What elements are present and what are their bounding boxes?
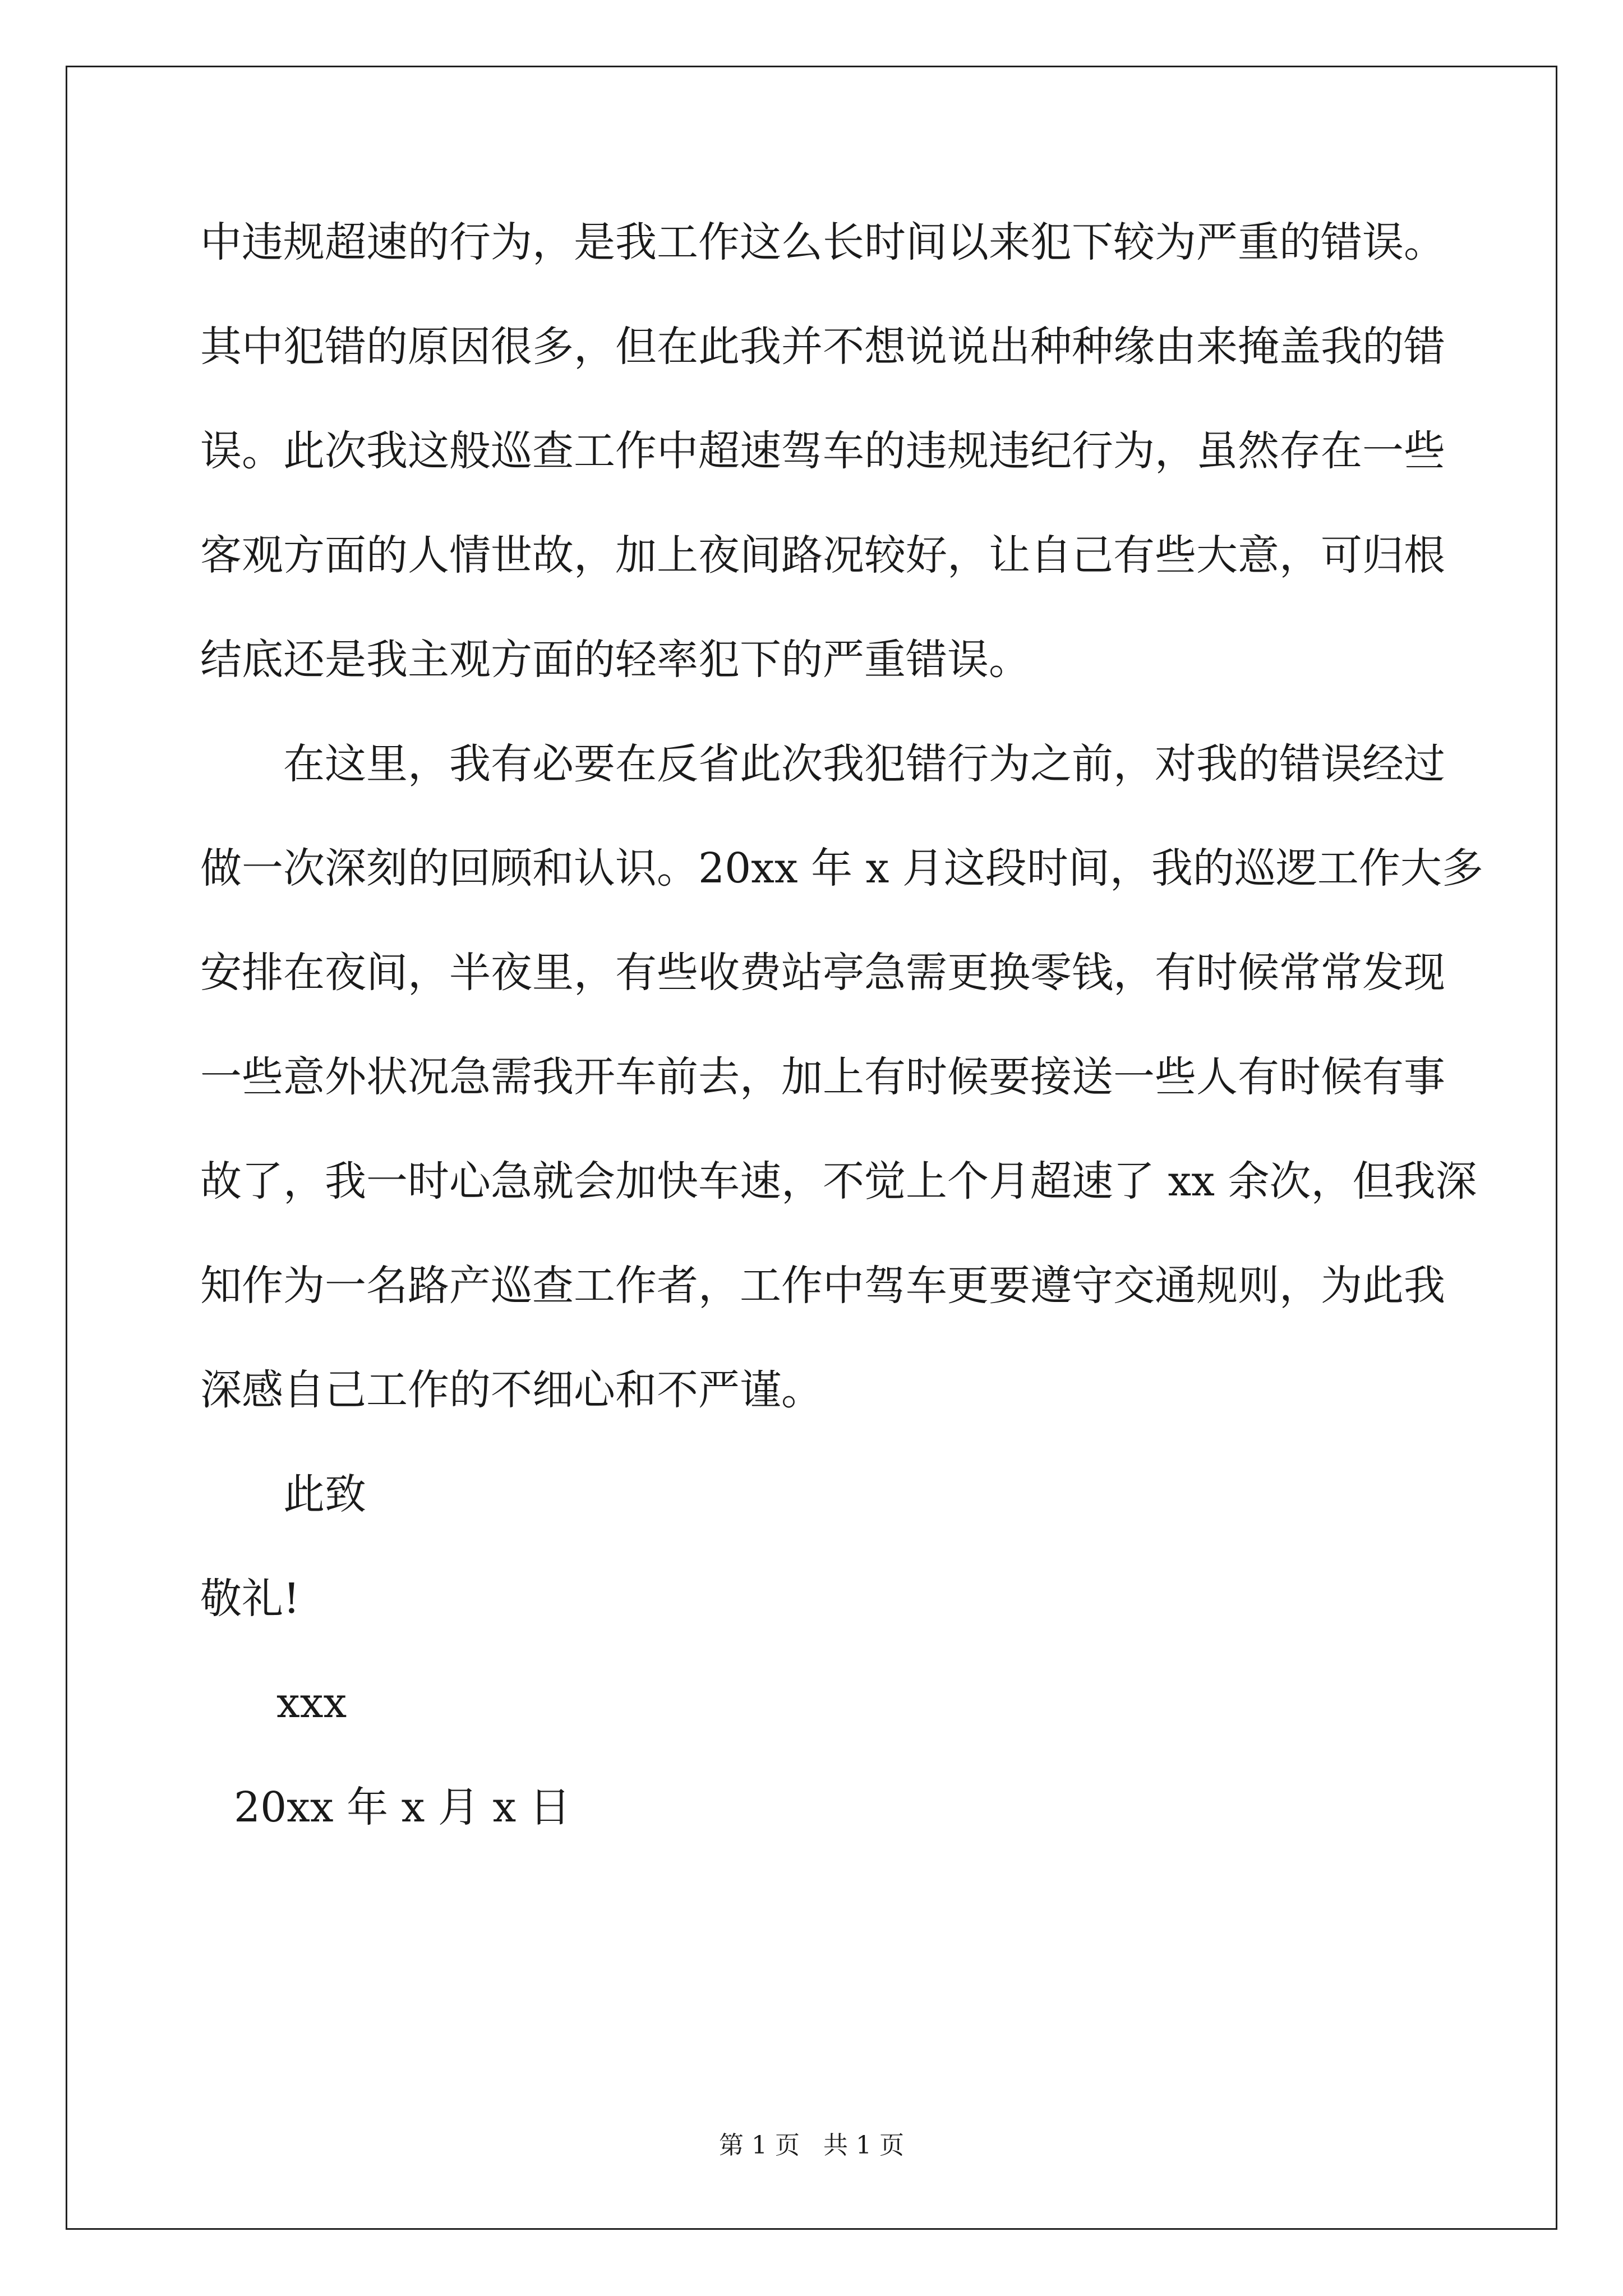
paragraph-2-line-4: 一些意外状况急需我开车前去，加上有时候要接送一些人有时候有事 (200, 1053, 1445, 1101)
paragraph-2-line-5: 故了，我一时心急就会加快车速，不觉上个月超速了 xx 余次，但我深 (200, 1157, 1477, 1205)
date-text: 20xx 年 x 月 x 日 (234, 1783, 571, 1832)
paragraph-1-line-1: 中违规超速的行为，是我工作这么长时间以来犯下较为严重的错误。 (200, 218, 1445, 266)
page-footer: 第 1 页 共 1 页 (719, 2131, 904, 2160)
paragraph-2-line-7: 深感自己工作的不细心和不严谨。 (200, 1366, 823, 1414)
closing-text: 此致 (283, 1470, 366, 1519)
signature-text: xxx (276, 1679, 347, 1727)
paragraph-2-line-6: 知作为一名路产巡查工作者，工作中驾车更要遵守交通规则，为此我 (200, 1262, 1445, 1310)
paragraph-2-line-1: 在这里，我有必要在反省此次我犯错行为之前，对我的错误经过 (283, 740, 1445, 788)
paragraph-2-line-2: 做一次深刻的回顾和认识。20xx 年 x 月这段时间，我的巡逻工作大多 (200, 844, 1483, 892)
paragraph-1-line-5: 结底还是我主观方面的轻率犯下的严重错误。 (200, 636, 1030, 684)
paragraph-1-line-3: 误。此次我这般巡查工作中超速驾车的违规违纪行为，虽然存在一些 (200, 427, 1445, 475)
paragraph-1-line-2: 其中犯错的原因很多，但在此我并不想说说出种种缘由来掩盖我的错 (200, 323, 1445, 371)
paragraph-2-line-3: 安排在夜间，半夜里，有些收费站亭急需更换零钱，有时候常常发现 (200, 949, 1445, 997)
salutation-text: 敬礼! (200, 1575, 300, 1623)
paragraph-1-line-4: 客观方面的人情世故，加上夜间路况较好，让自己有些大意，可归根 (200, 531, 1445, 579)
